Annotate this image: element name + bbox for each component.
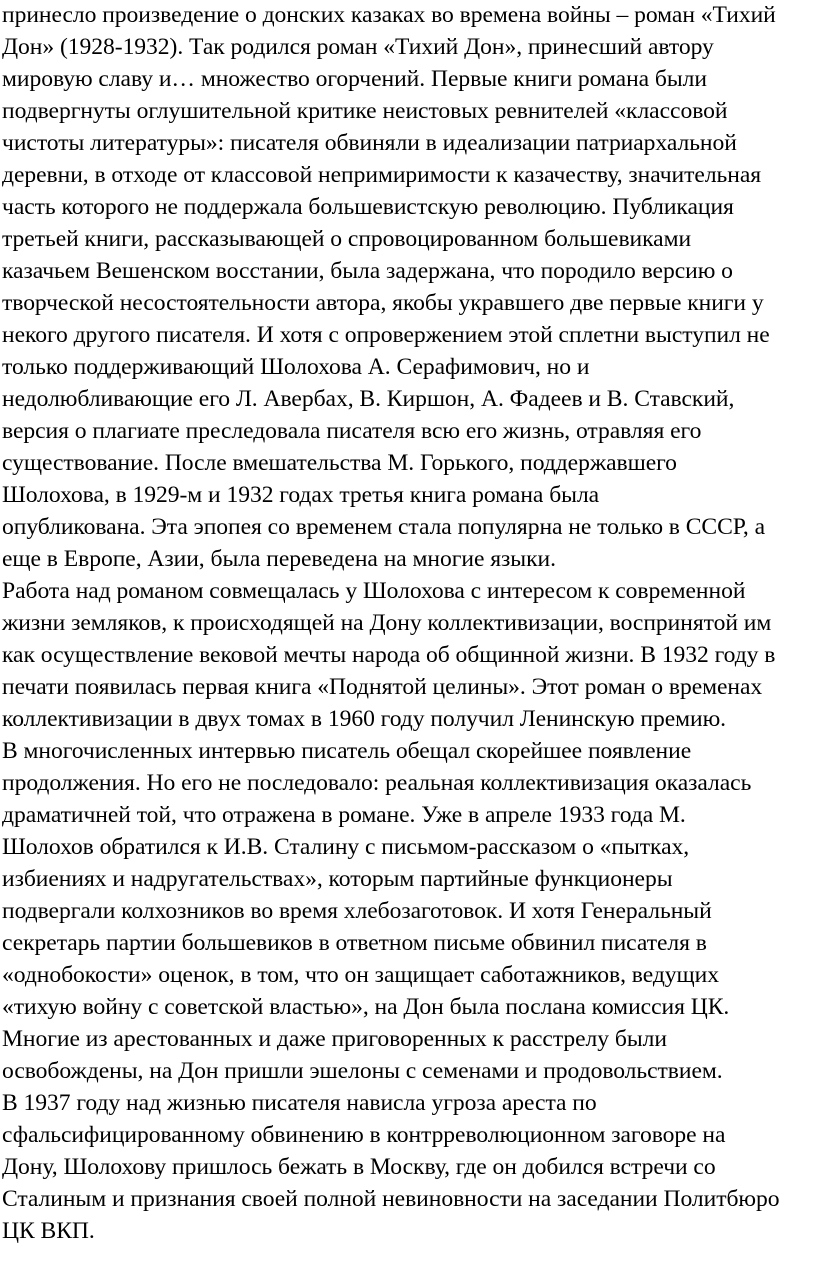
text-line: секретарь партии большевиков в ответном письме обвинил писателя в bbox=[2, 930, 707, 956]
text-line: существование. После вмешательства М. Горького, поддержавшего bbox=[2, 450, 677, 476]
text-line: еще в Европе, Азии, была переведена на многие языки. bbox=[2, 546, 556, 572]
text-line: чистоты литературы»: писателя обвиняли в идеализации патриархальной bbox=[2, 130, 737, 156]
text-line: как осуществление вековой мечты народа об общинной жизни. В 1932 году в bbox=[2, 642, 776, 668]
text-line: В 1937 году над жизнью писателя нависла угроза ареста по bbox=[2, 1090, 597, 1116]
text-line: «однобокости» оценок, в том, что он защищает саботажников, ведущих bbox=[2, 962, 719, 988]
text-line: Сталиным и признания своей полной невиновности на заседании Политбюро bbox=[2, 1186, 780, 1212]
text-line: сфальсифицированному обвинению в контрреволюционном заговоре на bbox=[2, 1122, 726, 1148]
text-line: только поддерживающий Шолохова А. Серафимович, но и bbox=[2, 354, 590, 380]
text-line: Работа над романом совмещалась у Шолохова с интересом к современной bbox=[2, 578, 746, 604]
text-line: Дону, Шолохову пришлось бежать в Москву, где он добился встречи со bbox=[2, 1154, 716, 1180]
text-line: жизни земляков, к происходящей на Дону коллективизации, воспринятой им bbox=[2, 610, 772, 636]
text-line: принесло произведение о донских казаках во времена войны – роман «Тихий bbox=[2, 2, 776, 28]
text-line: деревни, в отходе от классовой непримиримости к казачеству, значительная bbox=[2, 162, 762, 188]
text-line: третьей книги, рассказывающей о спровоцированном большевиками bbox=[2, 226, 692, 252]
text-line: коллективизации в двух томах в 1960 году получил Ленинскую премию. bbox=[2, 706, 727, 732]
text-line: версия о плагиате преследовала писателя всю его жизнь, отравляя его bbox=[2, 418, 702, 444]
text-line: избиениях и надругательствах», которым партийные функционеры bbox=[2, 866, 673, 892]
text-line: освобождены, на Дон пришли эшелоны с семенами и продовольствием. bbox=[2, 1058, 723, 1084]
text-line: подвергали колхозников во время хлебозаготовок. И хотя Генеральный bbox=[2, 898, 712, 924]
text-line: творческой несостоятельности автора, якобы укравшего две первые книги у bbox=[2, 290, 764, 316]
text-line: «тихую войну с советской властью», на Дон была послана комиссия ЦК. bbox=[2, 994, 730, 1020]
text-line: недолюбливающие его Л. Авербах, В. Киршон, А. Фадеев и В. Ставский, bbox=[2, 386, 735, 412]
text-line: Шолохов обратился к И.В. Сталину с письмом-рассказом о «пытках, bbox=[2, 834, 690, 860]
text-line: опубликована. Эта эпопея со временем стала популярна не только в СССР, а bbox=[2, 514, 766, 540]
text-line: Дон» (1928-1932). Так родился роман «Тихий Дон», принесший автору bbox=[2, 34, 714, 60]
text-line: продолжения. Но его не последовало: реальная коллективизация оказалась bbox=[2, 770, 752, 796]
text-line: Многие из арестованных и даже приговоренных к расстрелу были bbox=[2, 1026, 667, 1052]
text-line: драматичней той, что отражена в романе. Уже в апреле 1933 года М. bbox=[2, 802, 686, 828]
text-line: некого другого писателя. И хотя с опровержением этой сплетни выступил не bbox=[2, 322, 770, 348]
text-line: В многочисленных интервью писатель обещал скорейшее появление bbox=[2, 738, 692, 764]
text-line: казачьем Вешенском восстании, была задержана, что породило версию о bbox=[2, 258, 733, 284]
text-line: печати появилась первая книга «Поднятой целины». Этот роман о временах bbox=[2, 674, 763, 700]
text-line: подвергнуты оглушительной критике неистовых ревнителей «классовой bbox=[2, 98, 728, 124]
text-line: ЦК ВКП. bbox=[2, 1218, 95, 1244]
text-line: Шолохова, в 1929-м и 1932 годах третья книга романа была bbox=[2, 482, 600, 508]
text-line: мировую славу и… множество огорчений. Первые книги романа были bbox=[2, 66, 707, 92]
text-line: часть которого не поддержала большевистскую революцию. Публикация bbox=[2, 194, 734, 220]
